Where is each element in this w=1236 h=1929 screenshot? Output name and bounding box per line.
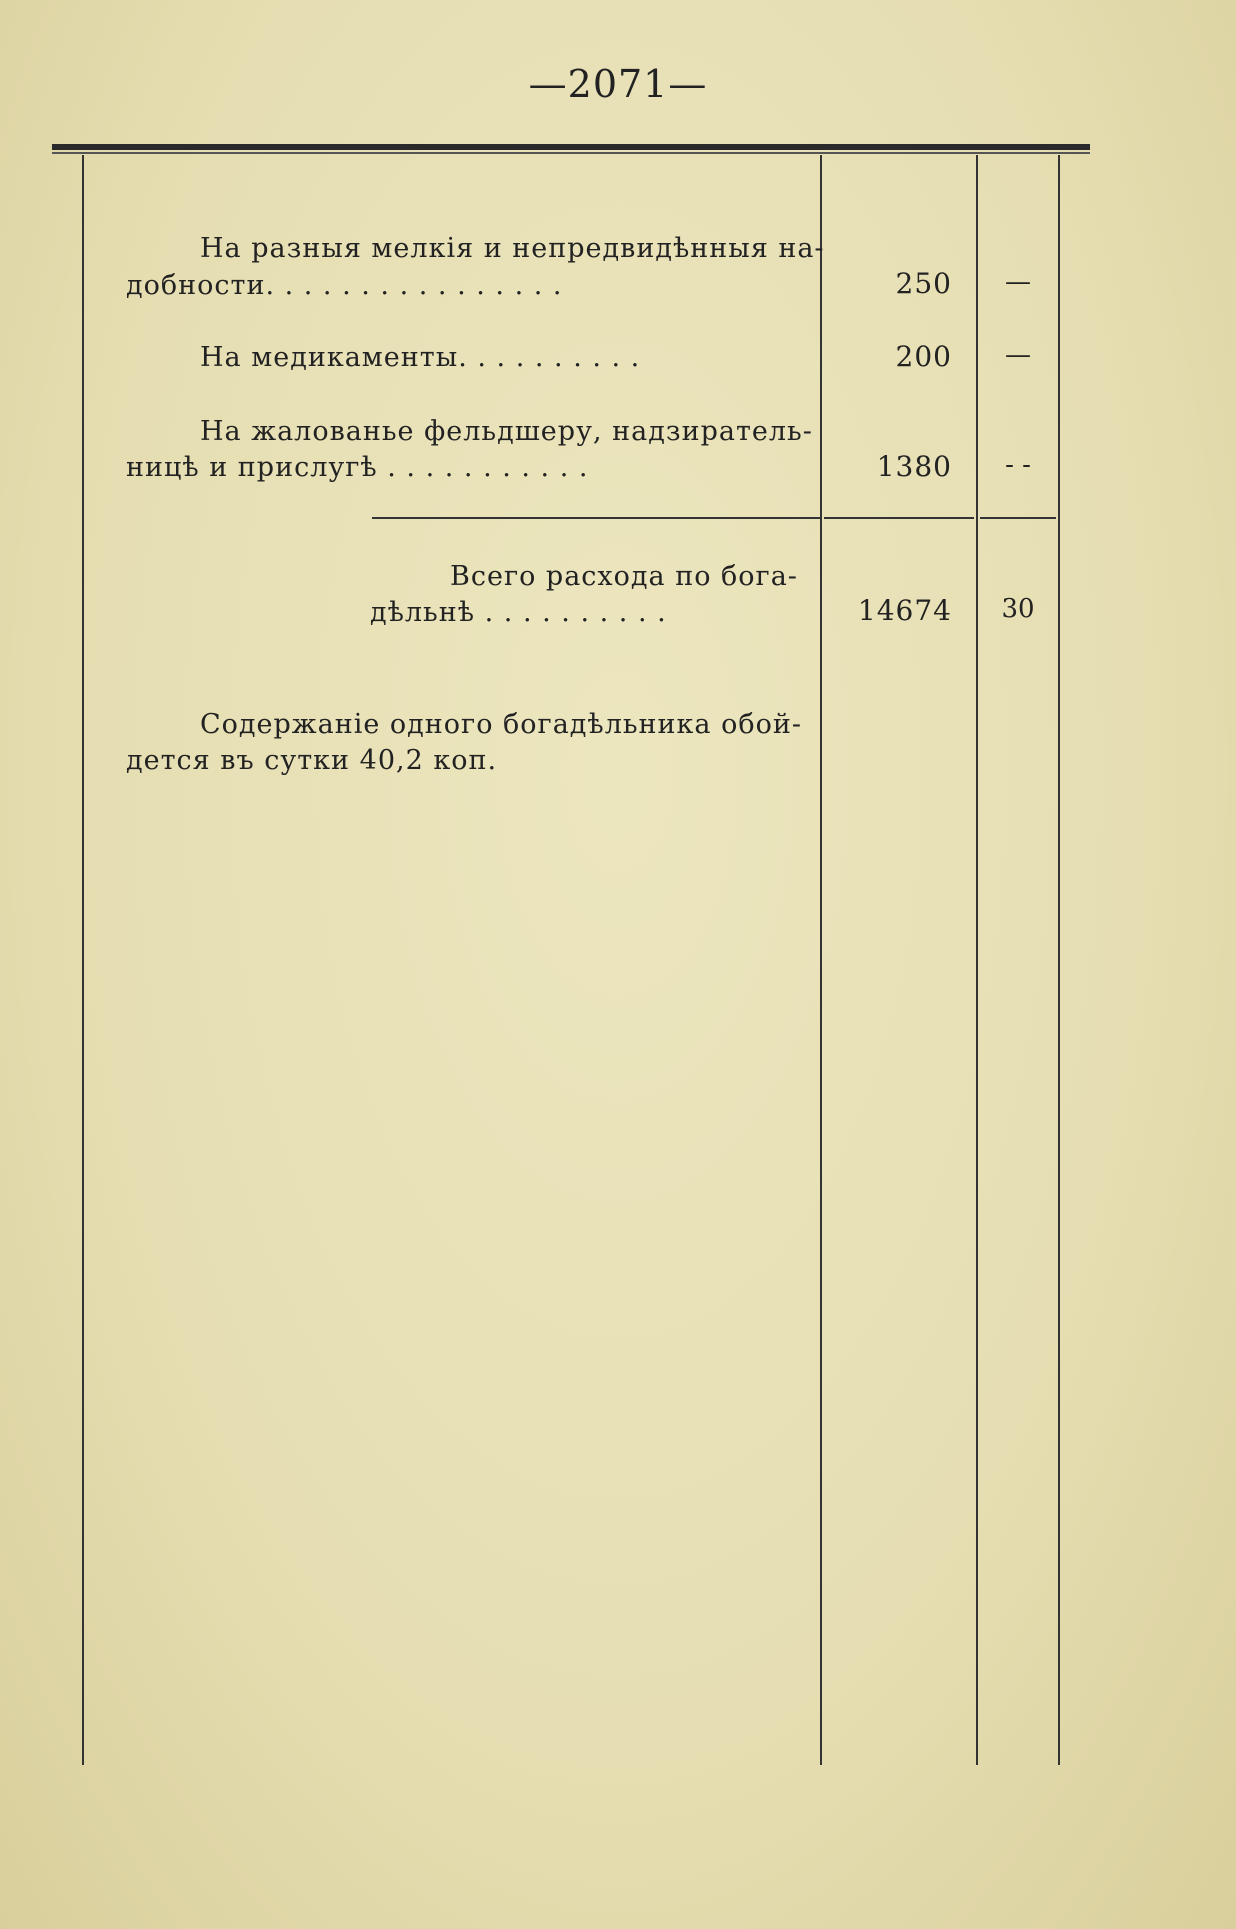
right-border bbox=[1058, 155, 1060, 1765]
page-number: —2071— bbox=[528, 62, 708, 106]
note-line-2: дется въ сутки 40,2 коп. bbox=[126, 745, 498, 776]
total-text-line-2: дѣльнѣ . . . . . . . . . . bbox=[370, 597, 667, 628]
total-rubles: 14674 bbox=[857, 594, 952, 627]
left-border bbox=[82, 155, 84, 1765]
column-divider-rubles bbox=[820, 155, 822, 1765]
row-3-text-line-2: ницѣ и прислугѣ . . . . . . . . . . . bbox=[126, 452, 589, 483]
sum-rule-rubles bbox=[824, 517, 974, 519]
sum-rule bbox=[372, 517, 820, 519]
total-text-line-1: Всего расхода по бога- bbox=[450, 561, 798, 592]
row-1-text-line-1: На разныя мелкія и непредвидѣнныя на- bbox=[200, 233, 825, 264]
sum-rule-kopecks bbox=[980, 517, 1056, 519]
top-rule-thin bbox=[52, 152, 1090, 154]
row-1-rubles: 250 bbox=[895, 267, 952, 300]
note-line-1: Содержаніе одного богадѣльника обой- bbox=[200, 709, 802, 740]
top-rule bbox=[52, 144, 1090, 150]
row-3-rubles: 1380 bbox=[876, 450, 952, 483]
row-3-kopecks: - - bbox=[1005, 450, 1031, 480]
row-2-kopecks: — bbox=[1005, 340, 1031, 370]
row-2-rubles: 200 bbox=[895, 340, 952, 373]
row-3-text-line-1: На жалованье фельдшеру, надзиратель- bbox=[200, 416, 813, 447]
row-2-text-line-1: На медикаменты. . . . . . . . . . bbox=[200, 342, 641, 373]
row-1-text-line-2: добности. . . . . . . . . . . . . . . . bbox=[126, 270, 563, 301]
total-kopecks: 30 bbox=[1001, 594, 1035, 624]
row-1-kopecks: — bbox=[1005, 267, 1031, 297]
column-divider-kopecks bbox=[976, 155, 978, 1765]
